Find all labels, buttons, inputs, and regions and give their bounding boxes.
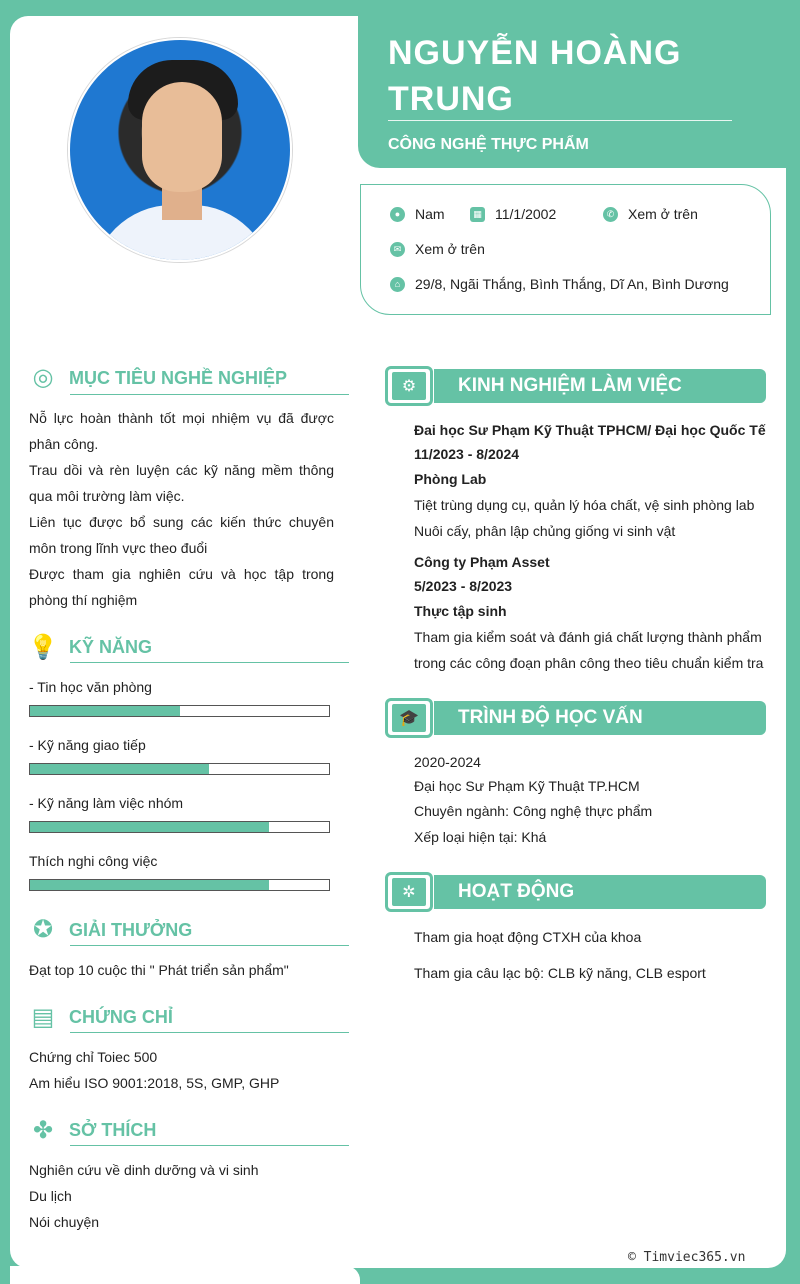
divider [70, 1032, 349, 1033]
home-icon: ⌂ [390, 277, 405, 292]
skill-label: - Tin học văn phòng [29, 679, 152, 695]
experience-icon-box [385, 366, 433, 406]
address-row [390, 276, 729, 292]
certificates-heading: CHỨNG CHỈ [69, 1007, 173, 1027]
education-heading: TRÌNH ĐỘ HỌC VẤN [434, 701, 766, 735]
job-detail: Tham gia kiểm soát và đánh giá chất lượng thành phẩm [414, 629, 762, 645]
job-company: Công ty Phạm Asset [414, 554, 550, 570]
divider [70, 945, 349, 946]
job-period: 5/2023 - 8/2023 [414, 578, 513, 594]
calendar-icon: ▦ [470, 207, 485, 222]
education-line: Xếp loại hiện tại: Khá [414, 829, 547, 845]
job-role: Thực tập sinh [414, 603, 507, 619]
education-icon-box [385, 698, 433, 738]
divider [70, 1145, 349, 1146]
skill-label: Thích nghi công việc [29, 853, 158, 869]
award-icon: ✪ [32, 916, 54, 943]
person-icon: ● [390, 207, 405, 222]
job-role: Phòng Lab [414, 471, 487, 487]
skill-bar [29, 821, 330, 833]
email-row [390, 241, 485, 257]
gender-value: Nam [415, 206, 445, 222]
phone-row [603, 206, 698, 222]
gender-row [390, 206, 445, 222]
lightbulb-icon: 💡 [28, 634, 58, 661]
education-line: Chuyên ngành: Công nghệ thực phẩm [414, 803, 653, 819]
job-period: 11/2023 - 8/2024 [414, 446, 520, 462]
hobbies-heading: SỞ THÍCH [69, 1120, 157, 1140]
job-detail: Tiệt trùng dụng cụ, quản lý hóa chất, vệ sinh phòng lab [414, 497, 755, 513]
awards-heading: GIẢI THƯỞNG [69, 920, 193, 940]
bottom-tab [10, 1266, 360, 1284]
activity-line: Tham gia hoạt động CTXH của khoa [414, 929, 642, 945]
dob-value: 11/1/2002 [495, 206, 557, 222]
objective-text: Nỗ lực hoàn thành tốt mọi nhiệm vụ đã được phân công. Trau dồi và rèn luyện các kỹ năng mềm thông qua môi trường làm việc. Liên tục được bổ sung các kiến thức chuyên môn trong lĩnh vực theo đuổi Được tham gia nghiên cứu và học tập trong phòng thí nghiệm [29, 410, 334, 608]
divider [70, 662, 349, 663]
avatar [68, 38, 292, 262]
education-line: 2020-2024 [414, 754, 481, 770]
activities-heading: HOẠT ĐỘNG [434, 875, 766, 909]
experience-heading: KINH NGHIỆM LÀM VIỆC [434, 369, 766, 403]
network-icon: ✲ [392, 878, 426, 906]
education-line: Đại học Sư Phạm Kỹ Thuật TP.HCM [414, 778, 640, 794]
puzzle-icon: ✤ [32, 1117, 54, 1144]
phone-value: Xem ở trên [628, 206, 698, 222]
divider [70, 394, 349, 395]
mail-icon: ✉ [390, 242, 405, 257]
job-title: CÔNG NGHỆ THỰC PHẨM [388, 136, 589, 153]
awards-text: Đạt top 10 cuộc thi " Phát triển sản phẩm" [29, 962, 289, 978]
job-detail: trong các công đoạn phân công theo tiêu chuẩn kiểm tra [414, 655, 764, 671]
skill-bar [29, 879, 330, 891]
skills-heading: KỸ NĂNG [69, 637, 153, 657]
phone-icon: ✆ [603, 207, 618, 222]
certificate-icon: ▤ [31, 1004, 55, 1031]
skill-label: - Kỹ năng làm việc nhóm [29, 795, 184, 811]
email-value: Xem ở trên [415, 241, 485, 257]
address-value: 29/8, Ngãi Thắng, Bình Thắng, Dĩ An, Bình Dương [415, 276, 729, 292]
job-detail: Nuôi cấy, phân lập chủng giống vi sinh vật [414, 523, 676, 539]
objective-heading: MỤC TIÊU NGHỀ NGHIỆP [69, 368, 288, 388]
graduation-cap-icon: 🎓 [392, 704, 426, 732]
footer-credit: © Timviec365.vn [628, 1250, 746, 1265]
activity-line: Tham gia câu lạc bộ: CLB kỹ năng, CLB esport [414, 965, 706, 981]
activities-icon-box [385, 872, 433, 912]
skill-bar [29, 705, 330, 717]
workflow-icon: ⚙ [392, 372, 426, 400]
skill-bar [29, 763, 330, 775]
hobbies-text: Nghiên cứu về dinh dưỡng và vi sinh Du lịch Nói chuyện [29, 1162, 259, 1230]
target-icon: ◎ [32, 364, 54, 391]
divider [388, 120, 732, 121]
job-company: Đai học Sư Phạm Kỹ Thuật TPHCM/ Đại học Quốc Tế [414, 422, 766, 438]
certificates-text: Chứng chỉ Toiec 500 Am hiểu ISO 9001:2018, 5S, GMP, GHP [29, 1049, 280, 1091]
dob-row [470, 206, 556, 222]
skill-label: - Kỹ năng giao tiếp [29, 737, 146, 753]
candidate-name: NGUYỄN HOÀNG TRUNG [388, 34, 682, 118]
